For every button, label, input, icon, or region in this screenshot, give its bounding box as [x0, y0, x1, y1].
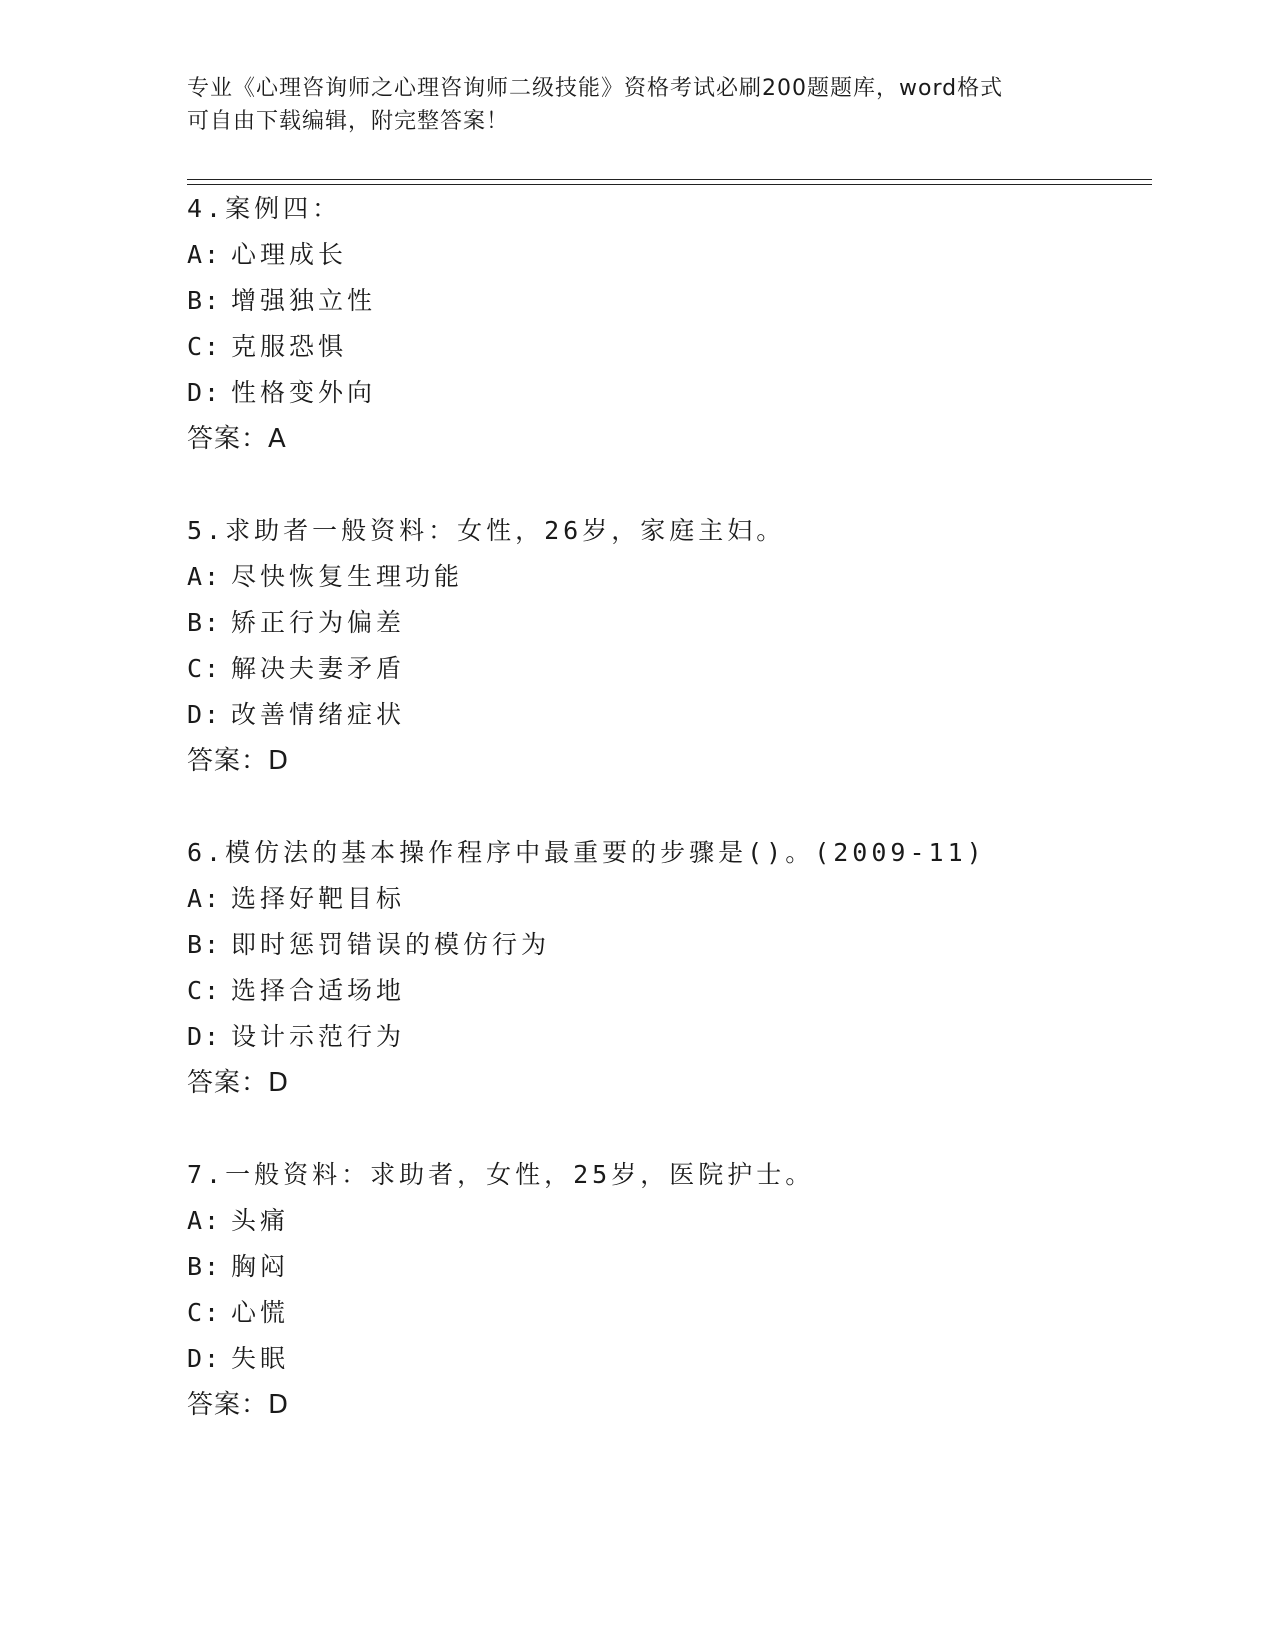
option-key: B: [187, 286, 222, 315]
option-key: A: [187, 1206, 222, 1235]
option-key: A: [187, 240, 222, 269]
header-line-2: 可自由下载编辑，附完整答案！ [187, 109, 510, 134]
option-b [187, 600, 1147, 646]
question-stem: 7.一般资料：求助者，女性，25岁，医院护士。 [187, 1160, 815, 1189]
option-c [187, 968, 1147, 1014]
option-a [187, 232, 1147, 278]
option-key: A: [187, 884, 222, 913]
option-c [187, 646, 1147, 692]
answer-line: 答案：D [187, 1390, 290, 1420]
option-key: B: [187, 608, 222, 637]
header-divider-top [187, 179, 1152, 180]
option-a [187, 1198, 1147, 1244]
option-text: 尽快恢复生理功能 [231, 562, 464, 591]
option-text: 头痛 [231, 1206, 290, 1235]
option-d [187, 692, 1147, 738]
question-stem: 6.模仿法的基本操作程序中最重要的步骤是()。(2009-11) [187, 838, 986, 867]
question-stem: 5.求助者一般资料：女性，26岁，家庭主妇。 [187, 516, 786, 545]
option-a [187, 554, 1147, 600]
option-text: 矫正行为偏差 [231, 608, 406, 637]
option-c [187, 1290, 1147, 1336]
answer-line: 答案：D [187, 746, 290, 776]
question-6 [187, 830, 1147, 1106]
option-b [187, 1244, 1147, 1290]
option-text: 心理成长 [231, 240, 348, 269]
option-d [187, 1014, 1147, 1060]
option-text: 失眠 [231, 1344, 290, 1373]
option-text: 设计示范行为 [231, 1022, 406, 1051]
option-key: D: [187, 1344, 222, 1373]
option-a [187, 876, 1147, 922]
option-key: C: [187, 654, 222, 683]
option-key: D: [187, 700, 222, 729]
option-key: C: [187, 976, 222, 1005]
question-7 [187, 1152, 1147, 1428]
option-d [187, 370, 1147, 416]
answer-line: 答案：D [187, 1068, 290, 1098]
option-text: 心慌 [231, 1298, 290, 1327]
option-b [187, 278, 1147, 324]
option-b [187, 922, 1147, 968]
option-key: B: [187, 1252, 222, 1281]
option-d [187, 1336, 1147, 1382]
header-divider-bottom [187, 184, 1152, 185]
option-text: 胸闷 [231, 1252, 290, 1281]
question-list [187, 186, 1147, 1474]
question-stem: 4.案例四： [187, 194, 342, 223]
option-text: 改善情绪症状 [231, 700, 406, 729]
option-key: A: [187, 562, 222, 591]
option-text: 性格变外向 [231, 378, 377, 407]
option-key: D: [187, 1022, 222, 1051]
document-header [187, 72, 1067, 138]
option-text: 解决夫妻矛盾 [231, 654, 406, 683]
option-key: B: [187, 930, 222, 959]
option-text: 即时惩罚错误的模仿行为 [231, 930, 551, 959]
option-text: 选择好靶目标 [231, 884, 406, 913]
option-c [187, 324, 1147, 370]
option-text: 增强独立性 [231, 286, 377, 315]
option-key: C: [187, 1298, 222, 1327]
header-line-1: 专业《心理咨询师之心理咨询师二级技能》资格考试必刷200题题库，word格式 [187, 76, 1004, 101]
question-4 [187, 186, 1147, 462]
question-5 [187, 508, 1147, 784]
option-key: D: [187, 378, 222, 407]
option-text: 克服恐惧 [231, 332, 348, 361]
option-text: 选择合适场地 [231, 976, 406, 1005]
option-key: C: [187, 332, 222, 361]
answer-line: 答案：A [187, 424, 287, 454]
